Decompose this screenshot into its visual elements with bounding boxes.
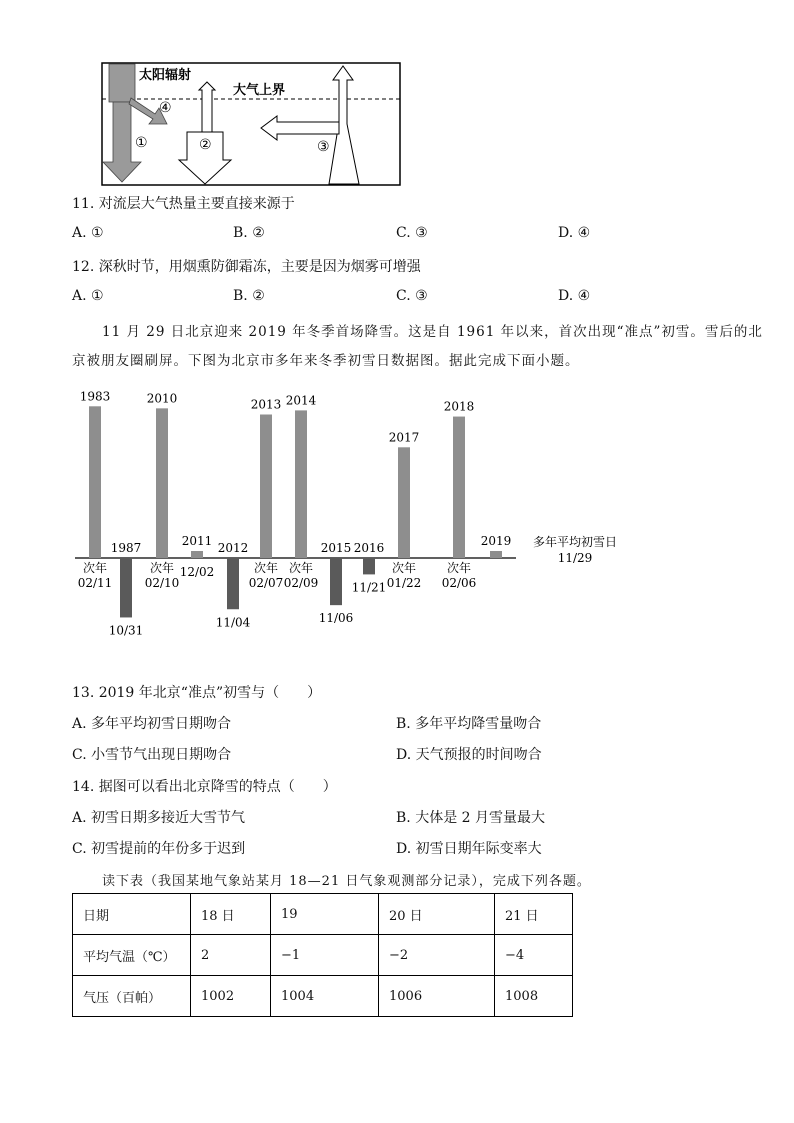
table-header-cell: 18 日 xyxy=(191,894,271,935)
bar-year-label: 2017 xyxy=(388,430,420,445)
solar-arrow-upper xyxy=(109,64,135,102)
table-cell: 1006 xyxy=(379,976,495,1017)
chart-bar xyxy=(156,408,168,558)
chart-bar xyxy=(490,551,502,558)
bar-date-label: 01/22 xyxy=(386,576,422,590)
q11-option-c: C. ③ xyxy=(396,225,428,241)
table-cell: −2 xyxy=(379,935,495,976)
bar-date-label: 02/11 xyxy=(77,576,113,590)
bar-year-label: 2018 xyxy=(443,399,475,414)
q12-stem: 12. 深秋时节，用烟熏防御霜冻，主要是因为烟雾可增强 xyxy=(72,259,421,275)
bar-year-label: 2011 xyxy=(181,534,213,548)
bar-date-label: 次年 xyxy=(288,561,314,575)
bar-date-label: 11/21 xyxy=(351,580,387,595)
q14-stem: 14. 据图可以看出北京降雪的特点（ ） xyxy=(72,779,337,795)
table-header-cell: 21 日 xyxy=(495,894,573,935)
chart-bar xyxy=(398,447,410,558)
bar-date-label: 次年 xyxy=(391,561,417,575)
bar-year-label: 1987 xyxy=(110,541,142,555)
q12-option-d: D. ④ xyxy=(558,288,591,304)
q11-stem: 11. 对流层大气热量主要直接来源于 xyxy=(72,196,295,212)
table-row xyxy=(73,976,573,1017)
bar-year-label: 2012 xyxy=(217,541,249,555)
q12-option-c: C. ③ xyxy=(396,288,428,304)
bar-date-label: 02/07 xyxy=(248,576,284,590)
marker-1: ① xyxy=(135,135,148,151)
marker-3: ③ xyxy=(317,139,330,155)
chart-bar xyxy=(120,558,132,617)
table-cell: 1008 xyxy=(495,976,573,1017)
chart-bar xyxy=(227,558,239,609)
bar-date-label: 02/10 xyxy=(144,576,180,590)
marker-4: ④ xyxy=(159,100,172,116)
q14-option-d: D. 初雪日期年际变率大 xyxy=(396,841,542,857)
chart-bar xyxy=(363,558,375,574)
chart-bar xyxy=(191,551,203,558)
table-cell: −1 xyxy=(271,935,379,976)
table-cell: 1002 xyxy=(191,976,271,1017)
q11-option-a: A. ① xyxy=(72,225,104,241)
table-cell: 2 xyxy=(191,935,271,976)
q13-option-a: A. 多年平均初雪日期吻合 xyxy=(72,716,232,732)
bar-year-label: 2016 xyxy=(353,541,385,555)
bar-date-label: 次年 xyxy=(446,561,472,575)
q11-option-b: B. ② xyxy=(233,225,265,241)
bar-date-label: 次年 xyxy=(253,561,279,575)
intro-line-2: 京被朋友圈刷屏。下图为北京市多年来冬季初雪日数据图。据此完成下面小题。 xyxy=(72,353,580,369)
bar-date-label: 10/31 xyxy=(108,623,144,638)
first-snow-bar-chart xyxy=(70,385,710,645)
table-cell: 气压（百帕） xyxy=(73,976,191,1017)
table-cell: 平均气温（℃） xyxy=(73,935,191,976)
q12-option-b: B. ② xyxy=(233,288,265,304)
q14-option-c: C. 初雪提前的年份多于迟到 xyxy=(72,841,246,857)
bar-date-label: 02/06 xyxy=(441,576,477,590)
table-header-cell: 日期 xyxy=(73,894,191,935)
bar-date-label: 02/09 xyxy=(283,576,319,590)
table-cell: 1004 xyxy=(271,976,379,1017)
table-intro: 读下表（我国某地气象站某月 18—21 日气象观测部分记录），完成下列各题。 xyxy=(102,874,591,889)
q12-option-a: A. ① xyxy=(72,288,104,304)
average-first-snow-label: 多年平均初雪日 xyxy=(532,535,618,549)
chart-bar xyxy=(453,417,465,558)
chart-bar xyxy=(89,406,101,558)
table-row xyxy=(73,935,573,976)
q13-stem: 13. 2019 年北京“准点”初雪与（ ） xyxy=(72,685,322,701)
q14-option-a: A. 初雪日期多接近大雪节气 xyxy=(72,810,246,826)
bar-year-label: 2014 xyxy=(285,393,317,408)
bar-year-label: 2015 xyxy=(320,541,352,555)
bar-date-label: 12/02 xyxy=(179,565,215,579)
q13-option-d: D. 天气预报的时间吻合 xyxy=(396,747,542,763)
weather-observation-table xyxy=(72,893,573,1017)
q14-option-b: B. 大体是 2 月雪量最大 xyxy=(396,810,545,826)
bar-year-label: 1983 xyxy=(79,389,111,404)
atmosphere-radiation-diagram xyxy=(101,62,401,186)
marker-2: ② xyxy=(199,137,212,153)
table-cell: −4 xyxy=(495,935,573,976)
q13-option-c: C. 小雪节气出现日期吻合 xyxy=(72,747,232,763)
bar-date-label: 次年 xyxy=(149,561,175,575)
table-header-row xyxy=(73,894,573,935)
average-first-snow-date: 11/29 xyxy=(557,551,593,565)
intro-line-1: 11 月 29 日北京迎来 2019 年冬季首场降雪。这是自 1961 年以来，首次出现“准点”初雪。雪后的北 xyxy=(102,324,763,340)
table-header-cell: 20 日 xyxy=(379,894,495,935)
bar-year-label: 2013 xyxy=(250,397,282,412)
bar-date-label: 次年 xyxy=(82,561,108,575)
bar-year-label: 2019 xyxy=(480,534,512,548)
bar-year-label: 2010 xyxy=(146,391,178,406)
bar-date-label: 11/04 xyxy=(215,615,251,630)
q11-option-d: D. ④ xyxy=(558,225,591,241)
chart-bar xyxy=(260,415,272,559)
table-header-cell: 19 xyxy=(271,894,379,935)
atmosphere-top-label: 大气上界 xyxy=(233,83,286,98)
chart-bar xyxy=(295,410,307,558)
chart-bar xyxy=(330,558,342,605)
solar-radiation-label: 太阳辐射 xyxy=(139,68,192,83)
q13-option-b: B. 多年平均降雪量吻合 xyxy=(396,716,542,732)
bar-date-label: 11/06 xyxy=(318,611,354,626)
